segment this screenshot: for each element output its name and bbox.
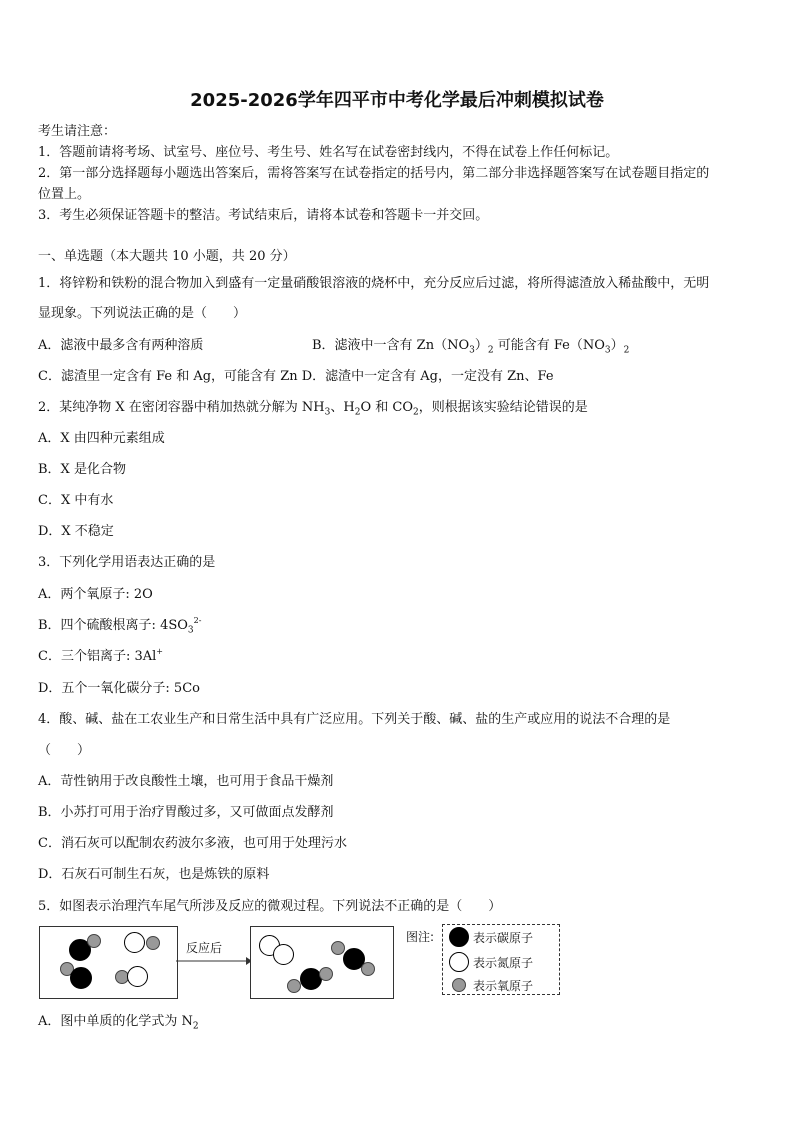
oxygen-atom — [87, 934, 101, 948]
nitrogen-atom — [127, 966, 148, 987]
notice-item-2-cont: 位置上。 — [38, 187, 91, 202]
carbon-legend-icon — [449, 927, 469, 947]
q1-option-c-d: C．滤渣里一定含有 Fe 和 Ag，可能含有 Zn D．滤渣中一定含有 Ag，一定没有 Zn、Fe — [38, 369, 554, 384]
q3-option-c: C．三个铝离子: 3Al+ — [38, 647, 163, 664]
oxygen-legend-icon — [452, 978, 466, 992]
reactant-box — [39, 926, 178, 999]
q3-option-b: B．四个硫酸根离子: $4SO_3^{2-}$ — [38, 616, 202, 636]
notice-heading: 考生请注意： — [38, 124, 117, 139]
carbon-atom — [70, 967, 92, 989]
nitrogen-legend-icon — [449, 952, 469, 972]
oxygen-atom — [287, 979, 301, 993]
nitrogen-atom — [273, 944, 294, 965]
notice-item-2: 2．第一部分选择题每小题选出答案后，需将答案写在试卷指定的括号内，第二部分非选择题答案写在试卷题目指定的 — [38, 166, 710, 181]
q2-stem: 2．某纯净物 X 在密闭容器中稍加热就分解为 $NH_3$、$H_2O$ 和 $CO_2$，则根据该实验结论错误的是 — [38, 400, 588, 418]
notice-item-1: 1．答题前请将考场、试室号、座位号、考生号、姓名写在试卷密封线内，不得在试卷上作任何标记。 — [38, 145, 619, 160]
legend-nitrogen-label: 表示氮原子 — [473, 956, 534, 970]
q1-stem-line1: 1．将锌粉和铁粉的混合物加入到盛有一定量硝酸银溶液的烧杯中，充分反应后过滤，将所得滤渣放入稀盐酸中，无明 — [38, 276, 710, 291]
q4-option-c: C．消石灰可以配制农药波尔多液，也可用于处理污水 — [38, 836, 347, 851]
q3-stem: 3．下列化学用语表达正确的是 — [38, 555, 216, 570]
oxygen-atom — [331, 941, 345, 955]
oxygen-atom — [361, 962, 375, 976]
reaction-arrow-icon — [176, 955, 252, 967]
oxygen-atom — [146, 936, 160, 950]
q3-option-d: D．五个一氧化碳分子: 5Co — [38, 681, 200, 696]
q1-option-a: A．滤液中最多含有两种溶质 — [38, 338, 204, 353]
notice-item-3: 3．考生必须保证答题卡的整洁。考试结束后，请将本试卷和答题卡一并交回。 — [38, 208, 489, 223]
q4-option-b: B．小苏打可用于治疗胃酸过多，又可做面点发酵剂 — [38, 805, 334, 820]
legend-carbon-label: 表示碳原子 — [473, 931, 534, 945]
q4-stem-line1: 4．酸、碱、盐在工农业生产和日常生活中具有广泛应用。下列关于酸、碱、盐的生产或应用的说法不合理的是 — [38, 712, 671, 727]
q4-option-a: A．苛性钠用于改良酸性土壤，也可用于食品干燥剂 — [38, 774, 334, 789]
q3-option-a: A．两个氧原子: 2O — [38, 587, 153, 602]
q1-option-b: B．滤液中一含有 $Zn(NO_3)_2$ 可能含有 $Fe(NO_3)_2$ — [312, 338, 630, 356]
q5-option-a: A．图中单质的化学式为 $N_2$ — [38, 1014, 199, 1032]
q2-option-a: A．X 由四种元素组成 — [38, 431, 165, 446]
figure-legend — [442, 924, 560, 995]
q2-option-c: C．X 中有水 — [38, 493, 114, 508]
product-box — [250, 926, 394, 999]
legend-oxygen-label: 表示氧原子 — [473, 979, 534, 993]
oxygen-atom — [319, 967, 333, 981]
q5-stem: 5．如图表示治理汽车尾气所涉及反应的微观过程。下列说法不正确的是（ ） — [38, 899, 502, 914]
q2-option-d: D．X 不稳定 — [38, 524, 114, 539]
q4-option-d: D．石灰石可制生石灰，也是炼铁的原料 — [38, 867, 270, 882]
nitrogen-atom — [124, 932, 145, 953]
reaction-arrow-label: 反应后 — [186, 941, 223, 955]
q1-stem-line2: 显现象。下列说法正确的是（ ） — [38, 306, 247, 321]
q4-stem-line2: （ ） — [38, 743, 91, 758]
q2-option-b: B．X 是化合物 — [38, 462, 126, 477]
legend-title: 图注: — [406, 930, 435, 944]
exam-title: 2025-2026学年四平市中考化学最后冲刺模拟试卷 — [190, 90, 604, 111]
section-heading: 一、单选题（本大题共 10 小题，共 20 分） — [38, 249, 296, 264]
